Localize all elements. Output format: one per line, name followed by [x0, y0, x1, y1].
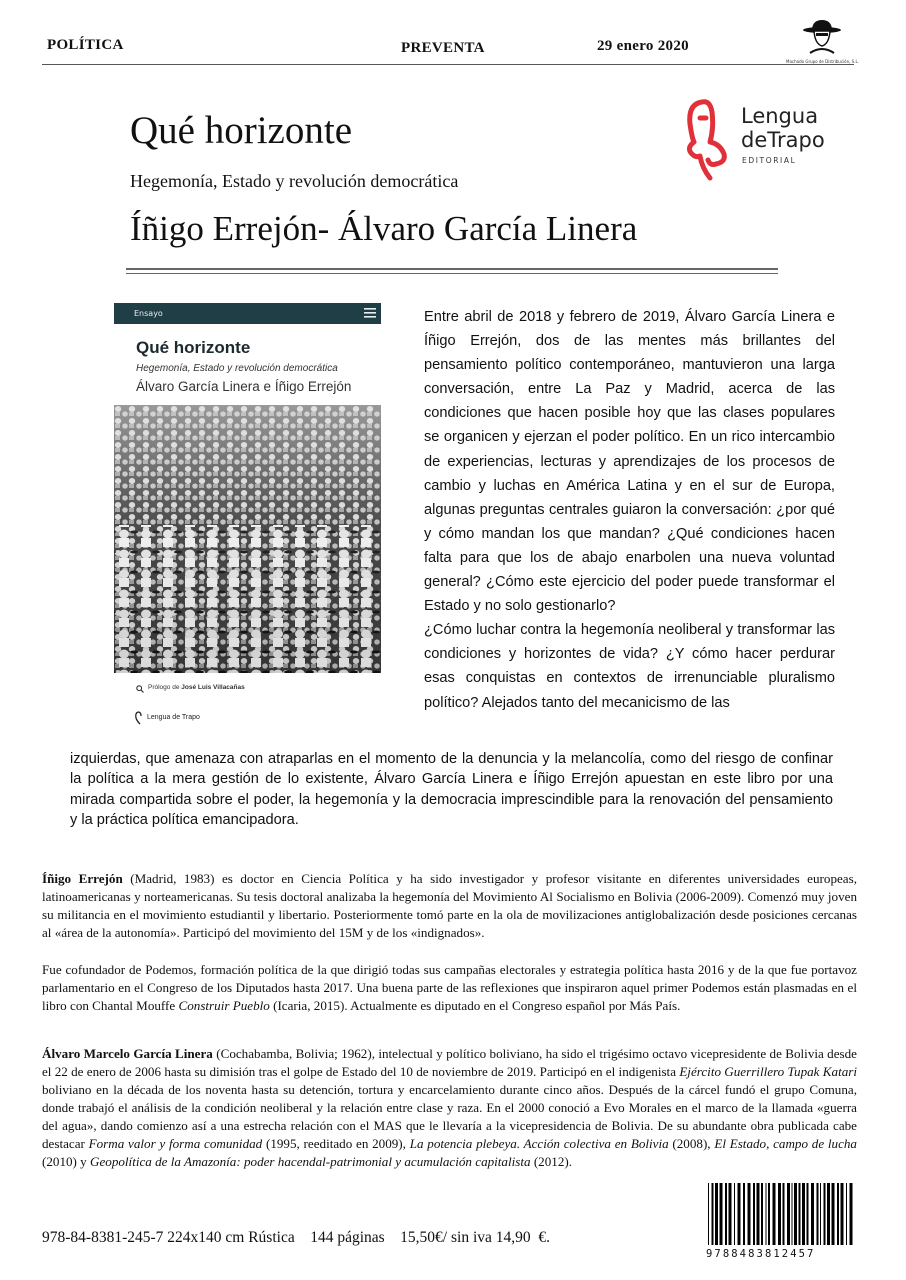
- barcode-bar: [787, 1183, 790, 1245]
- bio-linera-name: Álvaro Marcelo García Linera: [42, 1046, 213, 1061]
- barcode-bar: [824, 1183, 826, 1245]
- cover-prologue: [148, 684, 245, 691]
- menu-icon: [364, 308, 376, 318]
- barcode-bar: [712, 1183, 714, 1245]
- barcode-bar: [841, 1183, 844, 1245]
- barcode-bar: [811, 1183, 814, 1245]
- barcode-bar: [820, 1183, 821, 1245]
- barcode-bar: [807, 1183, 809, 1245]
- cover-publisher-icon: [134, 711, 144, 725]
- logo-line-2: deTrapo: [741, 128, 825, 152]
- distributor-logo: [786, 17, 859, 64]
- description-block: [424, 305, 835, 715]
- bio-linera-work-1: Ejército Guerrillero Tupak Katari: [679, 1064, 857, 1079]
- bio-linera-work-4: El Estado, campo de lucha: [714, 1136, 857, 1151]
- bio-linera-work-3: La potencia plebeya. Acción colectiva en Bolivia: [409, 1136, 669, 1151]
- barcode-bar: [761, 1183, 763, 1245]
- barcode-bar: [738, 1183, 741, 1245]
- product-details: 978-84-8381-245-7 224x140 cm Rústica 144 páginas 15,50€/ sin iva 14,90 €.: [42, 1229, 551, 1246]
- bio-linera-text-2: boliviano en la década de los noventa hasta su detención, tortura y encarcelamiento durante cinco años. Después de la cárcel fundó el grupo Comuna, donde trabajó el análisis de la condición neoliberal y la relación entre clase y raza. En el 2000 conoció a Evo Morales en el marco de la llamada «guerra del agua», dando comienzo así a una estrecha relación con el MAS que le llevaría a la vicepresidencia de Bolivia. De su abundante obra publicada cabe destacar: [42, 1082, 857, 1151]
- publisher-logo-text: [741, 104, 825, 152]
- release-date: 29 enero 2020: [597, 38, 689, 54]
- barcode-bar: [846, 1183, 847, 1245]
- bio-linera-work-5: Geopolítica de la Amazonía: poder hacendal-patrimonial y acumulación capitalista: [90, 1154, 531, 1169]
- barcode-bar: [766, 1183, 767, 1245]
- section-label: POLÍTICA: [47, 37, 124, 53]
- publisher-logo-sub: EDITORIAL: [742, 156, 797, 165]
- crowd-photo: [114, 405, 381, 673]
- cover-subtitle: Hegemonía, Estado y revolución democrática: [136, 363, 338, 374]
- barcode-bar: [720, 1183, 723, 1245]
- distributor-name: Machado Grupo de Distribución, S.L.: [786, 59, 859, 64]
- barcode-digits: 9788483812457: [706, 1248, 816, 1260]
- barcode-bar: [817, 1183, 819, 1245]
- barcode-bar: [715, 1183, 718, 1245]
- barcode-bar: [802, 1183, 805, 1245]
- isbn-barcode: [706, 1183, 856, 1259]
- book-title: Qué horizonte: [130, 109, 353, 152]
- search-icon: [136, 685, 144, 693]
- barcode-bar: [734, 1183, 735, 1245]
- bio-linera-text-6: (2012).: [530, 1154, 573, 1169]
- cover-top-bar: [114, 303, 381, 324]
- barcode-bar: [850, 1183, 853, 1245]
- book-subtitle: Hegemonía, Estado y revolución democrática: [130, 171, 459, 191]
- barcode-bar: [799, 1183, 801, 1245]
- bio-errejon-paragraph-1: [42, 870, 857, 942]
- barcode-bar: [748, 1183, 751, 1245]
- barcode-bar: [708, 1183, 709, 1245]
- header-divider: [42, 64, 854, 65]
- barcode-bar: [837, 1183, 839, 1245]
- cover-publisher: Lengua de Trapo: [147, 714, 200, 721]
- cover-collection: Ensayo: [134, 309, 163, 318]
- bio-errejon-book: Construir Pueblo: [178, 998, 270, 1013]
- barcode-bar: [778, 1183, 781, 1245]
- barcode-bar: [832, 1183, 835, 1245]
- barcode-bar: [725, 1183, 727, 1245]
- bio-linera-paragraph: [42, 1045, 857, 1171]
- barcode-bar: [827, 1183, 830, 1245]
- prologue-author: José Luis Villacañas: [181, 684, 245, 691]
- bio-linera-text-5: (2010) y: [42, 1154, 91, 1169]
- bio-linera-text-4: (2008),: [668, 1136, 715, 1151]
- book-authors: Íñigo Errejón- Álvaro García Linera: [130, 209, 638, 248]
- description-paragraph-2: ¿Cómo luchar contra la hegemonía neoliberal y transformar las condiciones y horizontes de vida? ¿Y cómo hacer perdurar esas conquistas en contextos de irrenunciable pluralismo político? Alejados tanto del mecanicismo de las: [424, 622, 835, 711]
- bio-errejon-text-2a: Fue cofundador de Podemos, formación política de la que dirigió todas sus campañas electorales y estrategia política hasta 2016 y de la que fue portavoz parlamentario en el Congreso de los Diputados hasta 2017. Una buena parte de las reflexiones que inspiraron aquel primer Podemos están plasmadas en el libro con Chantal Mouffe: [42, 962, 857, 1013]
- bio-linera-text-3: (1995, reeditado en 2009),: [262, 1136, 410, 1151]
- bio-linera-text-1: (Cochabamba, Bolivia; 1962), intelectual y político boliviano, ha sido el trigésimo octavo vicepresidente de Bolivia desde el 22 de enero de 2006 hasta su dimisión tras el golpe de Estado del 10 de noviembre de 2019. Participó en el indigenista: [42, 1046, 857, 1079]
- bio-linera-work-2: Forma valor y forma comunidad: [88, 1136, 263, 1151]
- hat-figure-icon: [786, 17, 856, 57]
- cover-authors: Álvaro García Linera e Íñigo Errejón: [136, 379, 352, 394]
- presale-label: PREVENTA: [401, 40, 485, 56]
- description-paragraph-3: izquierdas, que amenaza con atraparlas en el momento de la denuncia y la melancolía, como del riesgo de confinar la política a la mera gestión de lo existente, Álvaro García Linera e Íñigo Errejón apuestan en este libro por una mirada compartida sobre el poder, la hegemonía y la democracia imprescindible para la renovación del pensamiento y la práctica política emancipadora.: [70, 751, 833, 828]
- publisher-mark-icon: [680, 98, 736, 182]
- prologue-label: Prólogo de: [148, 684, 180, 691]
- bio-errejon-paragraph-2: [42, 961, 857, 1015]
- description-paragraph-1: Entre abril de 2018 y febrero de 2019, Álvaro García Linera e Íñigo Errejón, dos de las mentes más brillantes del pensamiento político contemporáneo, mantuvieron una larga conversación, entre La Paz y Madrid, acerca de las condiciones que hacen posible hoy que las clases populares se organicen y ejerzan el poder político. En un rico intercambio de experiencias, lecturas y aprendizajes de los procesos de cambio y luchas en América Latina y en el sur de Europa, algunas preguntas centrales guiaron la conversación: ¿por qué y cómo mandan los que mandan? ¿Qué condiciones hacen falta para que los de abajo enarbolen una nueva voluntad general? ¿Cómo este ejercicio del poder puede transformar el Estado y no solo gestionarlo?: [424, 309, 835, 615]
- barcode-bar: [794, 1183, 797, 1245]
- cover-title: Qué horizonte: [136, 338, 251, 357]
- barcode-bar: [783, 1183, 785, 1245]
- barcode-bar: [792, 1183, 793, 1245]
- barcode-bar: [729, 1183, 732, 1245]
- title-divider: [126, 268, 778, 274]
- barcode-bar: [757, 1183, 760, 1245]
- barcode-bar: [768, 1183, 770, 1245]
- barcode-bar: [743, 1183, 745, 1245]
- bio-errejon-text-1: (Madrid, 1983) es doctor en Ciencia Política y ha sido investigador y profesor visitante en diferentes universidades europeas, latinoamericanas y norteamericanas. Su tesis doctoral analizaba la hegemonía del Movimiento Al Socialismo en Bolivia (2006-2009). Comenzó muy joven su militancia en el movimiento estudiantil y libertario. Posteriormente tomó parte en la ola de movilizaciones antiglobalización desde posiciones cercanas al «área de la autonomía». Participó del movimiento del 15M y de los «indignados».: [42, 871, 857, 940]
- barcode-bar: [773, 1183, 776, 1245]
- bio-errejon-name: Íñigo Errejón: [42, 871, 123, 886]
- logo-line-1: Lengua: [741, 104, 819, 128]
- book-cover: [114, 303, 381, 729]
- barcode-bar: [753, 1183, 755, 1245]
- bio-errejon-text-2b: (Icaria, 2015). Actualmente es diputado en el Congreso español por Más País.: [269, 998, 681, 1013]
- barcode-bars: [706, 1183, 856, 1245]
